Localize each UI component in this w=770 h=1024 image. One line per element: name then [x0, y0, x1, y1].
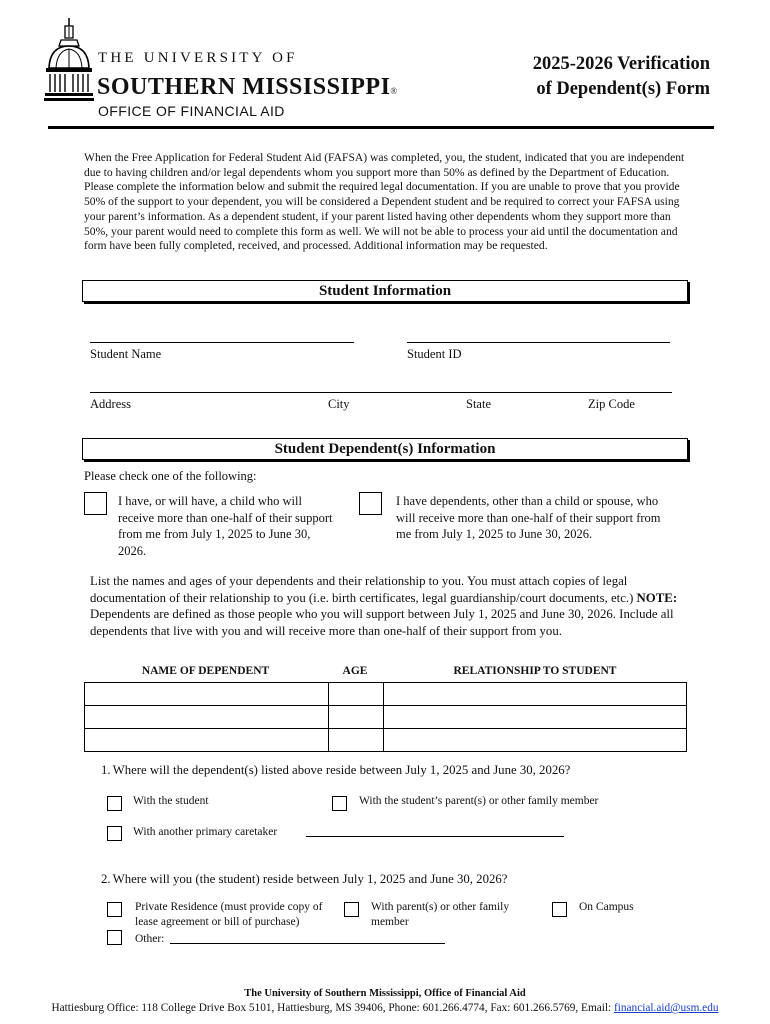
reside-with-caretaker-label: With another primary caretaker	[133, 826, 278, 838]
note-label: NOTE:	[636, 590, 678, 605]
other-dependent-option-text: I have dependents, other than a child or spouse, who will receive more than one-half of their support from me from July 1, 2025 to June 30, 2026.	[396, 494, 661, 541]
dependent-relationship-cell[interactable]	[384, 683, 687, 706]
with-family-label: With parent(s) or other family member	[371, 901, 510, 928]
dependent-age-cell[interactable]	[329, 683, 384, 706]
private-residence-checkbox[interactable]	[107, 902, 122, 917]
dependent-relationship-cell[interactable]	[384, 706, 687, 729]
column-header-name: NAME OF DEPENDENT	[141, 665, 270, 677]
question-2-number: 2.	[101, 872, 111, 886]
child-dependent-checkbox[interactable]	[84, 492, 107, 515]
reside-with-caretaker-checkbox[interactable]	[107, 826, 122, 841]
city-label: City	[328, 397, 350, 411]
footer-address-phone: Hattiesburg Office: 118 College Drive Box 5101, Hattiesburg, MS 39406, Phone: 601.266.4774, Fax: 601.266.5769, Email:	[51, 1002, 614, 1014]
check-prompt: Please check one of the following:	[84, 469, 257, 483]
address-field[interactable]	[90, 392, 672, 393]
other-residence-label: Other:	[135, 933, 165, 945]
with-family-checkbox[interactable]	[344, 902, 359, 917]
footer-contact	[0, 1002, 770, 1014]
instructions-text: List the names and ages of your dependents and their relationship to you. You must attach copies of legal documentation of their relationship to you (i.e. birth certificates, legal guardianship/court documents, etc.)	[90, 574, 634, 605]
zip-code-label: Zip Code	[588, 397, 635, 411]
reside-with-student-checkbox[interactable]	[107, 796, 122, 811]
student-id-field[interactable]	[407, 342, 670, 343]
table-row	[85, 706, 687, 729]
student-id-label: Student ID	[407, 347, 462, 361]
question-1-text: Where will the dependent(s) listed above reside between July 1, 2025 and June 30, 2026?	[112, 763, 571, 777]
question-1-number: 1.	[101, 763, 111, 777]
intro-paragraph: When the Free Application for Federal Student Aid (FAFSA) was completed, you, the student, indicated that you are independent due to having children and/or legal dependents whom you support more than 50% as defined by the Department of Education. Please complete the information below and submit the required legal documentation. If you are unable to prove that you provide 50% of the support to your dependent, you will be considered a Dependent student and be required to correct your FAFSA using your parent’s information. As a dependent student, if your parent listed having other dependents whom they support more than 50%, your parent would need to complete this form as well. We will not be able to process your aid until the documentation and form have been fully completed, received, and processed. Additional information may be requested.	[84, 151, 685, 253]
column-header-relationship: RELATIONSHIP TO STUDENT	[453, 665, 617, 677]
header-divider	[48, 126, 714, 129]
form-title-line1: 2025-2026 Verification	[532, 54, 710, 74]
usm-dome-logo-icon	[44, 18, 94, 104]
financial-aid-email-link[interactable]: financial.aid@usm.edu	[613, 1002, 719, 1014]
state-label: State	[466, 397, 491, 411]
footer-org-name: The University of Southern Mississippi, Office of Financial Aid	[244, 988, 526, 999]
student-name-label: Student Name	[90, 347, 162, 361]
dependent-name-cell[interactable]	[85, 683, 329, 706]
dependent-name-cell[interactable]	[85, 729, 329, 752]
note-text: Dependents are defined as those people who you will support between July 1, 2025 and June 30, 2026. Include all dependents that live with you and will receive more than one-half of their support from you.	[90, 607, 674, 638]
reside-with-student-label: With the student	[133, 795, 209, 807]
form-title	[533, 52, 710, 102]
column-header-age: AGE	[342, 665, 368, 677]
on-campus-checkbox[interactable]	[552, 902, 567, 917]
dependent-name-cell[interactable]	[85, 706, 329, 729]
caretaker-name-field[interactable]	[306, 836, 564, 837]
table-row	[85, 729, 687, 752]
dependent-age-cell[interactable]	[329, 706, 384, 729]
reside-with-parents-checkbox[interactable]	[332, 796, 347, 811]
other-dependent-checkbox[interactable]	[359, 492, 382, 515]
question-1	[101, 763, 570, 778]
other-residence-field[interactable]	[170, 943, 445, 944]
dependents-instructions	[90, 573, 690, 639]
private-residence-label: Private Residence (must provide copy of lease agreement or bill of purchase)	[135, 901, 323, 928]
other-residence-checkbox[interactable]	[107, 930, 122, 945]
child-dependent-option-text: I have, or will have, a child who will receive more than one-half of their support from me from July 1, 2025 to June 30, 2026.	[118, 494, 333, 558]
address-label: Address	[90, 397, 131, 411]
dependents-table	[84, 682, 687, 752]
on-campus-label: On Campus	[579, 901, 634, 913]
logo-line-southern-mississippi: SOUTHERN MISSISSIPPI®	[97, 74, 398, 100]
logo-line-university: THE UNIVERSITY OF	[98, 50, 298, 66]
student-information-heading: Student Information	[82, 280, 688, 302]
question-2-text: Where will you (the student) reside between July 1, 2025 and June 30, 2026?	[112, 872, 508, 886]
student-name-field[interactable]	[90, 342, 354, 343]
reside-with-parents-label: With the student’s parent(s) or other family member	[359, 795, 599, 807]
form-title-line2: of Dependent(s) Form	[536, 79, 710, 99]
logo-line-office: OFFICE OF FINANCIAL AID	[98, 103, 285, 119]
dependent-age-cell[interactable]	[329, 729, 384, 752]
dependents-information-heading: Student Dependent(s) Information	[82, 438, 688, 460]
table-row	[85, 683, 687, 706]
question-2	[101, 872, 507, 887]
dependent-relationship-cell[interactable]	[384, 729, 687, 752]
registered-mark: ®	[390, 86, 398, 96]
